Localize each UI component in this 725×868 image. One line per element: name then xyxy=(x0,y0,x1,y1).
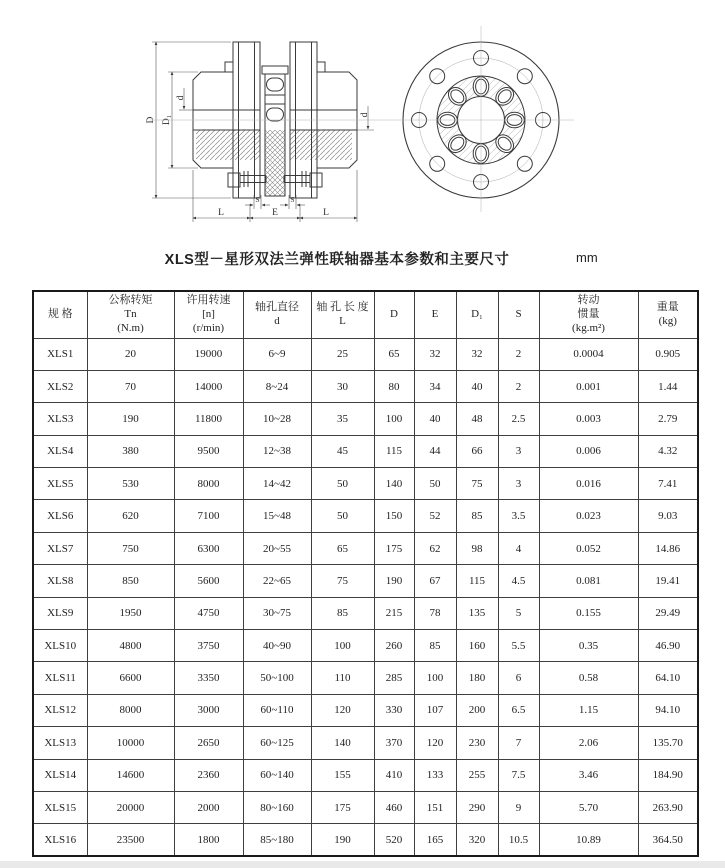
column-header xyxy=(638,291,698,338)
cell: XLS14 xyxy=(33,759,87,791)
column-header-line: 转动 xyxy=(577,294,600,307)
cell: 190 xyxy=(374,565,414,597)
dim-label-D1: D₁ xyxy=(162,114,172,126)
table-row xyxy=(33,824,698,856)
cell: 66 xyxy=(456,435,498,467)
column-header xyxy=(243,291,311,338)
cell: 7100 xyxy=(174,500,243,532)
table-row xyxy=(33,727,698,759)
cell: 175 xyxy=(374,532,414,564)
cell: 6 xyxy=(498,662,539,694)
cell: 3.5 xyxy=(498,500,539,532)
cell: 10~28 xyxy=(243,403,311,435)
cell: 3.46 xyxy=(539,759,638,791)
unit-label: mm xyxy=(576,250,598,265)
cell: 19000 xyxy=(174,338,243,370)
cell: 50 xyxy=(311,468,374,500)
cell: 6~9 xyxy=(243,338,311,370)
cell: XLS16 xyxy=(33,824,87,856)
cell: 40~90 xyxy=(243,630,311,662)
cell: 5.70 xyxy=(539,791,638,823)
cell: 2360 xyxy=(174,759,243,791)
cell: 0.155 xyxy=(539,597,638,629)
cell: 0.58 xyxy=(539,662,638,694)
cell: 0.023 xyxy=(539,500,638,532)
cell: 85~180 xyxy=(243,824,311,856)
cell: 52 xyxy=(414,500,456,532)
cell: 11800 xyxy=(174,403,243,435)
column-header-line: 许用转速 xyxy=(186,294,231,307)
cell: 8~24 xyxy=(243,370,311,402)
cell: 3000 xyxy=(174,694,243,726)
cell: 30~75 xyxy=(243,597,311,629)
cell: 50 xyxy=(311,500,374,532)
cell: 14~42 xyxy=(243,468,311,500)
cell: 5600 xyxy=(174,565,243,597)
cell: 60~140 xyxy=(243,759,311,791)
spec-table xyxy=(32,290,699,857)
cell: 230 xyxy=(456,727,498,759)
cell: 15~48 xyxy=(243,500,311,532)
cell: 10000 xyxy=(87,727,174,759)
cell: 0.052 xyxy=(539,532,638,564)
cell: 78 xyxy=(414,597,456,629)
cell: 263.90 xyxy=(638,791,698,823)
cell: 4 xyxy=(498,532,539,564)
cell: 0.0004 xyxy=(539,338,638,370)
cell: 45 xyxy=(311,435,374,467)
cell: 110 xyxy=(311,662,374,694)
cell: 48 xyxy=(456,403,498,435)
cell: 70 xyxy=(87,370,174,402)
column-header-line: D xyxy=(390,307,398,320)
cell: 2000 xyxy=(174,791,243,823)
header-row xyxy=(33,291,698,338)
cell: 98 xyxy=(456,532,498,564)
page-title: XLS型－星形双法兰弹性联轴器基本参数和主要尺寸 xyxy=(164,252,510,268)
cell: 3350 xyxy=(174,662,243,694)
column-header-line: S xyxy=(515,307,522,320)
table-row xyxy=(33,662,698,694)
column-header-line: (N.m) xyxy=(117,321,144,334)
cell: 140 xyxy=(374,468,414,500)
table-row xyxy=(33,630,698,662)
cell: 115 xyxy=(374,435,414,467)
column-header-line: 轴孔直径 xyxy=(255,301,299,313)
cell: 190 xyxy=(311,824,374,856)
cell: 175 xyxy=(311,791,374,823)
cell: 4750 xyxy=(174,597,243,629)
dim-label-L-left: L xyxy=(218,208,224,218)
cell: 12~38 xyxy=(243,435,311,467)
column-header xyxy=(174,291,243,338)
cell: 20000 xyxy=(87,791,174,823)
cell: 60~110 xyxy=(243,694,311,726)
cell: 6600 xyxy=(87,662,174,694)
cell: 14000 xyxy=(174,370,243,402)
cell: 50 xyxy=(414,468,456,500)
cell: 60~125 xyxy=(243,727,311,759)
cell: 320 xyxy=(456,824,498,856)
cell: XLS10 xyxy=(33,630,87,662)
cell: 4.32 xyxy=(638,435,698,467)
cell: 120 xyxy=(311,694,374,726)
cell: 5.5 xyxy=(498,630,539,662)
cell: 850 xyxy=(87,565,174,597)
cell: 190 xyxy=(87,403,174,435)
cell: 8000 xyxy=(87,694,174,726)
cell: 14600 xyxy=(87,759,174,791)
column-header xyxy=(414,291,456,338)
cell: 7.41 xyxy=(638,468,698,500)
dim-label-d-right: d xyxy=(360,112,370,118)
cell: 22~65 xyxy=(243,565,311,597)
cell: 330 xyxy=(374,694,414,726)
column-header xyxy=(374,291,414,338)
cell: 65 xyxy=(374,338,414,370)
column-header xyxy=(311,291,374,338)
cell: 260 xyxy=(374,630,414,662)
cell: 67 xyxy=(414,565,456,597)
cell: 2650 xyxy=(174,727,243,759)
cell: 6.5 xyxy=(498,694,539,726)
cell: 290 xyxy=(456,791,498,823)
column-header-line: E xyxy=(431,307,439,320)
cell: 10.5 xyxy=(498,824,539,856)
cell: 34 xyxy=(414,370,456,402)
dim-label-E: E xyxy=(272,208,278,218)
cell: 35 xyxy=(311,403,374,435)
cell: 75 xyxy=(311,565,374,597)
cell: 80 xyxy=(374,370,414,402)
cell: 150 xyxy=(374,500,414,532)
cell: 14.86 xyxy=(638,532,698,564)
cell: 135.70 xyxy=(638,727,698,759)
dim-label-d-left: d xyxy=(176,95,186,101)
cell: 410 xyxy=(374,759,414,791)
cell: 23500 xyxy=(87,824,174,856)
cell: 44 xyxy=(414,435,456,467)
column-header-line: (kg) xyxy=(658,314,677,327)
column-header xyxy=(456,291,498,338)
cell: 0.001 xyxy=(539,370,638,402)
cell: XLS13 xyxy=(33,727,87,759)
column-header xyxy=(498,291,539,338)
cell: 160 xyxy=(456,630,498,662)
cell: 3 xyxy=(498,435,539,467)
cell: 3 xyxy=(498,468,539,500)
cell: 115 xyxy=(456,565,498,597)
cell: 2.06 xyxy=(539,727,638,759)
cell: 620 xyxy=(87,500,174,532)
cell: 30 xyxy=(311,370,374,402)
cell: XLS7 xyxy=(33,532,87,564)
cell: 370 xyxy=(374,727,414,759)
column-header-line: 轴 孔 长 度 xyxy=(316,301,369,313)
dim-label-L-right: L xyxy=(323,208,329,218)
column-header-line: (r/min) xyxy=(192,321,225,334)
cell: XLS5 xyxy=(33,468,87,500)
cell: 140 xyxy=(311,727,374,759)
cell: XLS4 xyxy=(33,435,87,467)
cell: 5 xyxy=(498,597,539,629)
cell: 4.5 xyxy=(498,565,539,597)
cell: XLS11 xyxy=(33,662,87,694)
cell: 100 xyxy=(414,662,456,694)
cell: 19.41 xyxy=(638,565,698,597)
cell: 2 xyxy=(498,338,539,370)
table-row xyxy=(33,468,698,500)
table-row xyxy=(33,565,698,597)
column-header-line: d xyxy=(274,314,280,327)
cell: 40 xyxy=(414,403,456,435)
table-row xyxy=(33,532,698,564)
cell: 0.003 xyxy=(539,403,638,435)
cell: 65 xyxy=(311,532,374,564)
table-body xyxy=(33,338,698,856)
cell: 215 xyxy=(374,597,414,629)
cell: 530 xyxy=(87,468,174,500)
column-header-line: (kg.m²) xyxy=(572,321,605,334)
cell: 9.03 xyxy=(638,500,698,532)
cell: 100 xyxy=(374,403,414,435)
cell: 32 xyxy=(414,338,456,370)
column-header-line: Tn xyxy=(124,307,137,320)
cell: 9 xyxy=(498,791,539,823)
column-header xyxy=(539,291,638,338)
table-row xyxy=(33,435,698,467)
cell: XLS12 xyxy=(33,694,87,726)
cell: 8000 xyxy=(174,468,243,500)
table-row xyxy=(33,500,698,532)
column-header-line: 公称转矩 xyxy=(108,294,153,307)
cell: 85 xyxy=(414,630,456,662)
cell: XLS1 xyxy=(33,338,87,370)
cell: 133 xyxy=(414,759,456,791)
cell: 165 xyxy=(414,824,456,856)
cell: 64.10 xyxy=(638,662,698,694)
cell: 120 xyxy=(414,727,456,759)
cell: 1.15 xyxy=(539,694,638,726)
cell: 50~100 xyxy=(243,662,311,694)
cell: 285 xyxy=(374,662,414,694)
column-header-line: [n] xyxy=(202,307,215,320)
cell: 7 xyxy=(498,727,539,759)
cell: 94.10 xyxy=(638,694,698,726)
cell: 29.49 xyxy=(638,597,698,629)
cell: 180 xyxy=(456,662,498,694)
cell: 1800 xyxy=(174,824,243,856)
cell: 0.905 xyxy=(638,338,698,370)
cell: 0.016 xyxy=(539,468,638,500)
column-header-line: L xyxy=(339,314,346,327)
cell: 2.79 xyxy=(638,403,698,435)
table-row xyxy=(33,759,698,791)
cell: 6300 xyxy=(174,532,243,564)
column-header-line: D₁ xyxy=(471,307,483,320)
cell: 364.50 xyxy=(638,824,698,856)
cell: 380 xyxy=(87,435,174,467)
cell: 80~160 xyxy=(243,791,311,823)
cell: 20~55 xyxy=(243,532,311,564)
cell: 155 xyxy=(311,759,374,791)
cell: 2 xyxy=(498,370,539,402)
cell: 10.89 xyxy=(539,824,638,856)
cell: 2.5 xyxy=(498,403,539,435)
cell: 62 xyxy=(414,532,456,564)
bottom-strip xyxy=(0,861,725,868)
cell: 85 xyxy=(456,500,498,532)
cell: 3750 xyxy=(174,630,243,662)
table-row xyxy=(33,338,698,370)
cell: 75 xyxy=(456,468,498,500)
technical-drawing xyxy=(0,0,725,250)
cell: 135 xyxy=(456,597,498,629)
cell: 255 xyxy=(456,759,498,791)
column-header xyxy=(33,291,87,338)
cell: 1.44 xyxy=(638,370,698,402)
title-row xyxy=(0,248,725,274)
cell: 0.35 xyxy=(539,630,638,662)
cell: 460 xyxy=(374,791,414,823)
cell: 85 xyxy=(311,597,374,629)
cell: XLS8 xyxy=(33,565,87,597)
cell: 1950 xyxy=(87,597,174,629)
cell: 4800 xyxy=(87,630,174,662)
cell: XLS6 xyxy=(33,500,87,532)
cell: 184.90 xyxy=(638,759,698,791)
cell: 25 xyxy=(311,338,374,370)
cell: 20 xyxy=(87,338,174,370)
cell: 107 xyxy=(414,694,456,726)
column-header xyxy=(87,291,174,338)
cell: 46.90 xyxy=(638,630,698,662)
cell: 100 xyxy=(311,630,374,662)
cell: 520 xyxy=(374,824,414,856)
dim-label-S-right: S xyxy=(290,195,295,204)
cell: XLS15 xyxy=(33,791,87,823)
cell: 0.081 xyxy=(539,565,638,597)
cell: 32 xyxy=(456,338,498,370)
cell: XLS2 xyxy=(33,370,87,402)
column-header-line: 惯量 xyxy=(577,307,600,320)
dim-label-S-left: S xyxy=(255,195,260,204)
cell: 40 xyxy=(456,370,498,402)
cell: 9500 xyxy=(174,435,243,467)
cell: 0.006 xyxy=(539,435,638,467)
table-row xyxy=(33,370,698,402)
table-row xyxy=(33,791,698,823)
cell: XLS3 xyxy=(33,403,87,435)
column-header-line: 重量 xyxy=(656,301,679,313)
table-row xyxy=(33,597,698,629)
cell: XLS9 xyxy=(33,597,87,629)
column-header-line: 规 格 xyxy=(47,307,73,320)
cell: 7.5 xyxy=(498,759,539,791)
cell: 200 xyxy=(456,694,498,726)
cell: 750 xyxy=(87,532,174,564)
dim-label-D: D xyxy=(146,116,156,124)
table-row xyxy=(33,694,698,726)
cell: 151 xyxy=(414,791,456,823)
table-row xyxy=(33,403,698,435)
